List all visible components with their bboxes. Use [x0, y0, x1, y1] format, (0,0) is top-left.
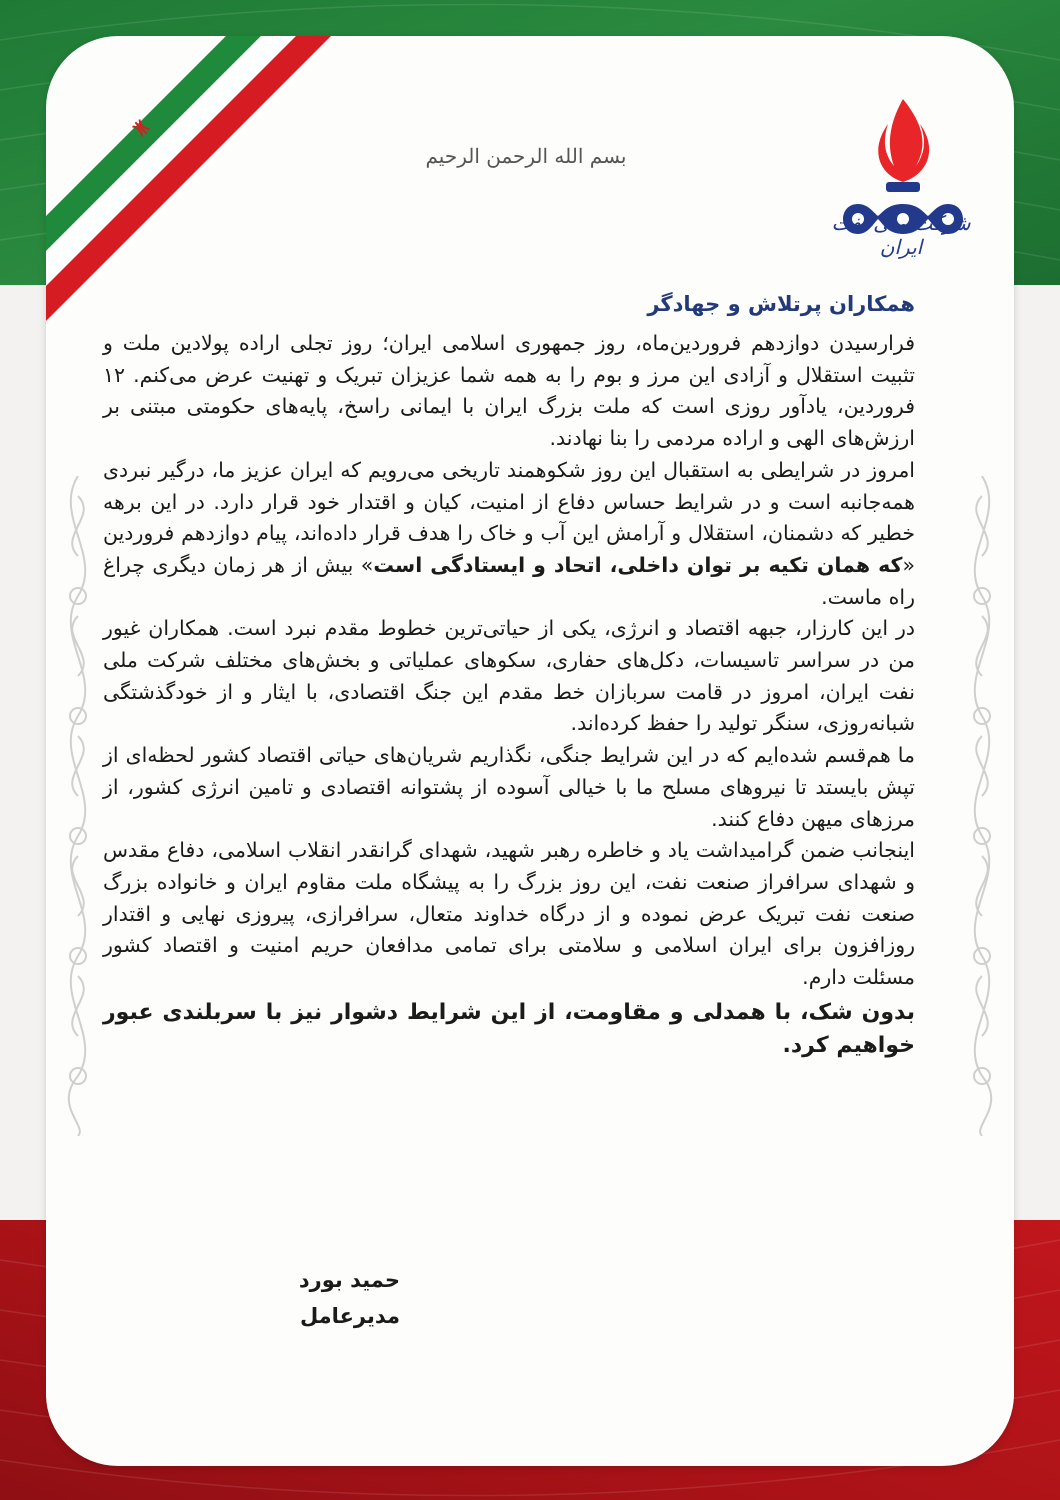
paragraph-1: فرارسیدن دوازدهم فروردین‌ماه، روز جمهوری اسلامی ایران؛ روز تجلی اراده پولادین ملت و تثبیت استقلال و آزادی این مرز و بوم را به همه شما عزیزان تبریک و تهنیت عرض می‌کنم. ۱۲ فروردین، یادآور روزی است که ملت بزرگ ایران با ایمانی راسخ، پایه‌های حکومتی مبتنی بر ارزش‌های الهی و اراده مردمی را بنا نهادند. [103, 331, 915, 451]
closing-statement: بدون شک، با همدلی و مقاومت، از این شرایط دشوار نیز با سربلندی عبور خواهیم کرد. [103, 999, 915, 1058]
paragraph-2 [103, 455, 915, 614]
basmala-calligraphy: بسم الله الرحمن الرحیم [425, 144, 627, 168]
signatory-name: حمید بورد [298, 1268, 400, 1292]
iran-flag-ribbon [46, 36, 346, 336]
paragraph-3: در این کارزار، جبهه اقتصاد و انرژی، یکی از حیاتی‌ترین خطوط مقدم نبرد است. همکاران غیور من در سراسر تاسیسات، دکل‌های حفاری، سکوهای عملیاتی و بخش‌های مختلف شرکت ملی نفت ایران، امروز در قامت سربازان خط مقدم این جنگ اقتصادی، با ایثار و از خودگذشتگی شبانه‌روزی، سنگر تولید را حفظ کرده‌اند. [103, 616, 915, 736]
signature-block [200, 1262, 400, 1334]
paragraph-2-end: » بیش از هر زمان دیگری چراغ راه ماست. [103, 552, 915, 609]
paragraph-2-text: امروز در شرایطی به استقبال این روز شکوهمند تاریخی می‌رویم که ایران عزیز ما، درگیر نبردی همه‌جانبه است و در شرایط حساس دفاع از امنیت، کیان و اقتدار خود قرار دارد. در این برهه خطیر که دشمنان، استقلال و آرامش این آب و خاک را هدف قرار داده‌اند، پیام دوازدهم فروردین « [103, 457, 915, 577]
paragraph-2-emphasis: که همان تکیه بر توان داخلی، اتحاد و ایستادگی است [373, 552, 903, 577]
signatory-title: مدیرعامل [299, 1304, 400, 1328]
left-floral-ornament [48, 476, 108, 1136]
nioc-flame-icon [828, 94, 978, 294]
letter-body [103, 292, 915, 1062]
paragraph-5: اینجانب ضمن گرامیداشت یاد و خاطره رهبر شهید، شهدای گرانقدر انقلاب اسلامی، دفاع مقدس و شهدای سرافراز صنعت نفت، این روز بزرگ را به پیشگاه ملت مقاوم ایران و خانواده بزرگ صنعت نفت تبریک عرض نموده و از درگاه خداوند متعال، سرافرازی، پیروزی نهایی و اقتدار روزافزون برای ایران اسلامی و سلامتی برای تمامی مدافعان حریم امنیت و اقتصاد کشور مسئلت دارم. [103, 838, 915, 990]
company-logo-text: شرکت ملی نفت ایران [831, 211, 971, 259]
letter-greeting: همکاران پرتلاش و جهادگر [647, 292, 915, 316]
paragraph-4: ما هم‌قسم شده‌ایم که در این شرایط جنگی، نگذاریم شریان‌های حیاتی اقتصاد کشور لحظه‌ای از تپش بایستد تا نیروهای مسلح ما با خیالی آسوده از پشتوانه اقتصادی و تامین انرژی کشور، از مرزهای میهن دفاع کنند. [103, 743, 915, 831]
right-floral-ornament [952, 476, 1012, 1136]
